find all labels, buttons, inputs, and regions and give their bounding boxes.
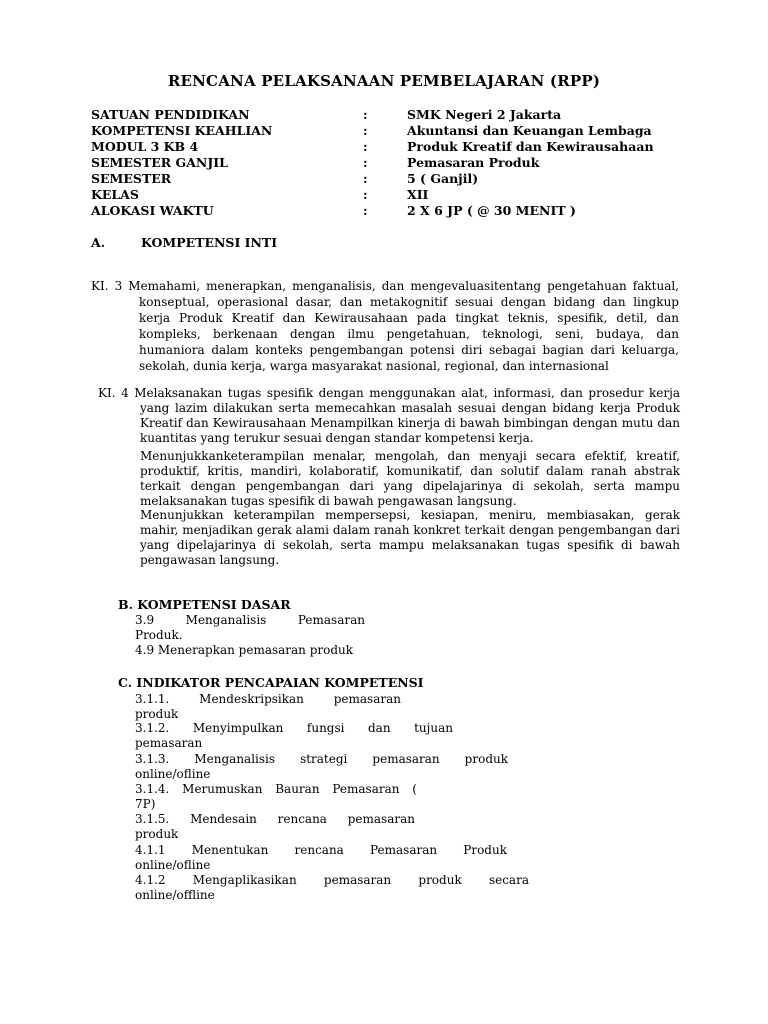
kd-item bbox=[135, 613, 365, 642]
identity-table bbox=[91, 107, 691, 219]
document-title: RENCANA PELAKSANAAN PEMBELAJARAN (RPP) bbox=[167, 72, 601, 90]
ki3-block bbox=[91, 278, 679, 374]
indicator-word: Produk bbox=[463, 843, 507, 857]
ki4-text: KI. 4 Melaksanakan tugas spesifik dengan menggunakan alat, informasi, dan prosedur kerja yang lazim dilakukan serta memecahkan masalah sesuai dengan bidang kerja Produk Kreatif dan Kewirausahaan Menampilkan kinerja di bawah bimbingan dengan mutu dan kuantitas yang terukur sesuai dengan standar kompetensi kerja. bbox=[98, 386, 680, 445]
indicator-word: Mendesain bbox=[190, 812, 257, 826]
identity-label: ALOKASI WAKTU bbox=[91, 203, 214, 218]
identity-label: KOMPETENSI KEAHLIAN bbox=[91, 123, 273, 138]
indicator-word: Mendeskripsikan bbox=[199, 692, 304, 706]
indicator-item bbox=[135, 843, 507, 872]
indicator-word: tujuan bbox=[414, 721, 453, 735]
indicator-word: Bauran bbox=[275, 782, 320, 796]
identity-value: 2 X 6 JP ( @ 30 MENIT ) bbox=[407, 203, 576, 218]
indicator-line2: online/ofline bbox=[135, 766, 211, 781]
indicator-word: pemasaran bbox=[333, 692, 401, 706]
indicator-number: 3.1.1. bbox=[135, 692, 170, 706]
indicator-line2: online/offline bbox=[135, 887, 215, 902]
indicator-item bbox=[135, 812, 415, 841]
identity-label: SEMESTER GANJIL bbox=[91, 155, 228, 170]
indicator-word: secara bbox=[488, 873, 529, 887]
kd-item bbox=[135, 643, 435, 658]
identity-row bbox=[91, 155, 691, 171]
indicator-line2: 7P) bbox=[135, 796, 156, 811]
indicator-line2: produk bbox=[135, 826, 179, 841]
indicator-line1 bbox=[135, 752, 508, 767]
identity-row bbox=[91, 139, 691, 155]
identity-colon: : bbox=[363, 107, 368, 122]
indicator-word: Menentukan bbox=[191, 843, 269, 857]
identity-row bbox=[91, 171, 691, 187]
identity-colon: : bbox=[363, 155, 368, 170]
indicator-word: rencana bbox=[277, 812, 327, 826]
identity-colon: : bbox=[363, 139, 368, 154]
identity-label: SATUAN PENDIDIKAN bbox=[91, 107, 250, 122]
identity-colon: : bbox=[363, 203, 368, 218]
identity-value: 5 ( Ganjil) bbox=[407, 171, 479, 186]
indicator-line2: pemasaran bbox=[135, 735, 203, 750]
indicator-word: Pemasaran bbox=[332, 782, 400, 796]
section-b-title: B. KOMPETENSI DASAR bbox=[118, 597, 291, 612]
indicator-number: 3.1.5. bbox=[135, 812, 170, 826]
identity-value: SMK Negeri 2 Jakarta bbox=[407, 107, 562, 122]
kd-word: Pemasaran bbox=[297, 613, 365, 627]
kd-item-line1: 4.9 Menerapkan pemasaran produk bbox=[135, 643, 354, 657]
indicator-item bbox=[135, 873, 529, 902]
indicator-line2: online/ofline bbox=[135, 857, 211, 872]
indicator-number: 3.1.2. bbox=[135, 721, 170, 735]
indicator-line1 bbox=[135, 873, 529, 888]
indicator-line1 bbox=[135, 692, 401, 707]
ki4-paragraph-2 bbox=[140, 449, 680, 509]
indicator-line1 bbox=[135, 812, 415, 827]
section-a-heading bbox=[91, 235, 278, 250]
identity-value: Pemasaran Produk bbox=[407, 155, 540, 170]
kd-word: Menganalisis bbox=[185, 613, 267, 627]
indicator-word: Pemasaran bbox=[370, 843, 438, 857]
identity-label: MODUL 3 KB 4 bbox=[91, 139, 199, 154]
kd-number: 3.9 bbox=[135, 613, 155, 627]
indicator-number: 4.1.1 bbox=[135, 843, 166, 857]
identity-value: Produk Kreatif dan Kewirausahaan bbox=[407, 139, 654, 154]
identity-colon: : bbox=[363, 123, 368, 138]
identity-label: SEMESTER bbox=[91, 171, 172, 186]
indicator-number: 3.1.4. bbox=[135, 782, 170, 796]
indicator-item bbox=[135, 782, 417, 811]
identity-row bbox=[91, 187, 691, 203]
indicator-word: dan bbox=[368, 721, 391, 735]
identity-row bbox=[91, 107, 691, 123]
indicator-word: fungsi bbox=[306, 721, 345, 735]
ki3-text: KI. 3 Memahami, menerapkan, menganalisis, dan mengevaluasitentang pengetahuan faktual, konseptual, operasional dasar, dan metakognitif sesuai dengan bidang dan lingkup kerja Produk Kreatif dan Kewirausahaan pada tingkat teknis, spesifik, detil, dan kompleks, berkenaan dengan ilmu pengetahuan, teknologi, seni, budaya, dan humaniora dalam konteks pengembangan potensi diri sebagai bagian dari keluarga, sekolah, dunia kerja, warga masyarakat nasional, regional, dan internasional bbox=[91, 279, 679, 373]
indicator-line2: produk bbox=[135, 706, 179, 721]
indicator-word: strategi bbox=[300, 752, 348, 766]
ki4-paragraph-3-text: Menunjukkan keterampilan mempersepsi, kesiapan, meniru, membiasakan, gerak mahir, menjadikan gerak alami dalam ranah konkret terkait dengan pengembangan dari yang dipelajarinya di sekolah, serta mampu melaksanakan tugas spesifik di bawah pengawasan langsung. bbox=[140, 508, 680, 567]
indicator-word: ( bbox=[412, 782, 417, 796]
identity-colon: : bbox=[363, 187, 368, 202]
indicator-word: Mengaplikasikan bbox=[192, 873, 297, 887]
identity-value: XII bbox=[407, 187, 429, 202]
identity-row bbox=[91, 123, 691, 139]
indicator-word: Menyimpulkan bbox=[192, 721, 284, 735]
indicator-word: Merumuskan bbox=[182, 782, 263, 796]
kd-item-line2: Produk. bbox=[135, 627, 183, 642]
ki4-block bbox=[98, 386, 680, 446]
ki4-paragraph-2-text: Menunjukkanketerampilan menalar, mengolah, dan menyaji secara efektif, kreatif, produktif, kritis, mandiri, kolaboratif, komunikatif, dan solutif dalam ranah abstrak terkait dengan pengembangan dari yang dipelajarinya di sekolah, serta mampu melaksanakan tugas spesifik di bawah pengawasan langsung. bbox=[140, 449, 680, 508]
section-a-letter: A. bbox=[91, 235, 106, 250]
indicator-item bbox=[135, 692, 401, 721]
indicator-word: produk bbox=[418, 873, 462, 887]
indicator-line1 bbox=[135, 843, 507, 858]
indicator-word: produk bbox=[464, 752, 508, 766]
indicator-line1 bbox=[135, 721, 453, 736]
indicator-word: pemasaran bbox=[372, 752, 440, 766]
indicator-line1 bbox=[135, 782, 417, 797]
indicator-number: 4.1.2 bbox=[135, 873, 166, 887]
section-c-title: C. INDIKATOR PENCAPAIAN KOMPETENSI bbox=[118, 675, 424, 690]
identity-row bbox=[91, 203, 691, 219]
indicator-word: Menganalisis bbox=[194, 752, 276, 766]
kd-item-line1 bbox=[135, 613, 365, 628]
indicator-word: pemasaran bbox=[347, 812, 415, 826]
indicator-word: pemasaran bbox=[323, 873, 392, 887]
indicator-number: 3.1.3. bbox=[135, 752, 170, 766]
indicator-word: rencana bbox=[294, 843, 344, 857]
identity-colon: : bbox=[363, 171, 368, 186]
indicator-item bbox=[135, 752, 508, 781]
identity-label: KELAS bbox=[91, 187, 139, 202]
ki4-paragraph-3 bbox=[140, 508, 680, 568]
indicator-item bbox=[135, 721, 453, 750]
identity-value: Akuntansi dan Keuangan Lembaga bbox=[407, 123, 652, 138]
section-a-title: KOMPETENSI INTI bbox=[141, 235, 278, 250]
